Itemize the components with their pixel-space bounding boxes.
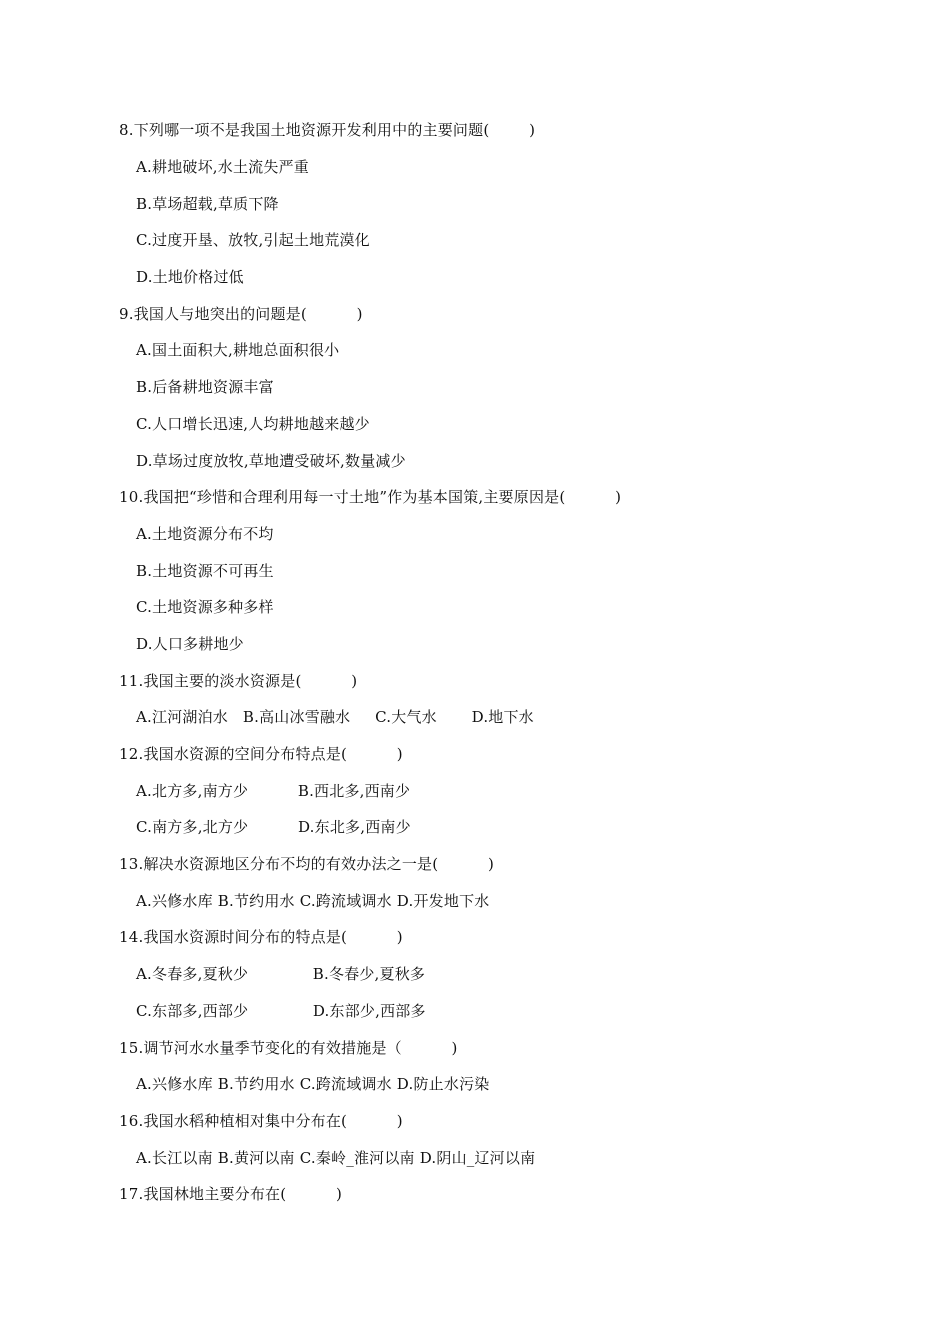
question-8-option-c: C.过度开垦、放牧,引起土地荒漠化: [136, 231, 370, 249]
question-12-options-ab: A.北方多,南方少 B.西北多,西南少: [136, 782, 411, 800]
question-15-stem: 15.调节河水水量季节变化的有效措施是（ ): [119, 1039, 458, 1057]
question-12-options-cd: C.南方多,北方少 D.东北多,西南少: [136, 818, 411, 836]
question-13-stem: 13.解决水资源地区分布不均的有效办法之一是( ): [119, 855, 495, 873]
question-16-stem: 16.我国水稻种植相对集中分布在( ): [119, 1112, 403, 1130]
question-10-option-d: D.人口多耕地少: [136, 635, 244, 653]
question-14-options-cd: C.东部多,西部少 D.东部少,西部多: [136, 1002, 426, 1020]
question-17-stem: 17.我国林地主要分布在( ): [119, 1185, 343, 1203]
question-11-stem: 11.我国主要的淡水资源是( ): [119, 672, 358, 690]
question-9-option-d: D.草场过度放牧,草地遭受破坏,数量减少: [136, 452, 406, 470]
question-10-option-c: C.土地资源多种多样: [136, 598, 274, 616]
question-9-option-a: A.国土面积大,耕地总面积很小: [136, 341, 340, 359]
question-10-option-a: A.土地资源分布不均: [136, 525, 274, 543]
question-9-stem: 9.我国人与地突出的问题是( ): [119, 305, 363, 323]
question-12-stem: 12.我国水资源的空间分布特点是( ): [119, 745, 403, 763]
question-9-option-c: C.人口增长迅速,人均耕地越来越少: [136, 415, 370, 433]
question-11-options: A.江河湖泊水 B.高山冰雪融水 C.大气水 D.地下水: [136, 708, 534, 726]
question-10-stem: 10.我国把“珍惜和合理利用每一寸土地”作为基本国策,主要原因是( ): [119, 488, 622, 506]
question-8-option-a: A.耕地破坏,水土流失严重: [136, 158, 309, 176]
question-14-options-ab: A.冬春多,夏秋少 B.冬春少,夏秋多: [136, 965, 426, 983]
question-8-option-d: D.土地价格过低: [136, 268, 244, 286]
question-16-options: A.长江以南 B.黄河以南 C.秦岭_淮河以南 D.阴山_辽河以南: [136, 1149, 536, 1167]
question-14-stem: 14.我国水资源时间分布的特点是( ): [119, 928, 403, 946]
question-13-options: A.兴修水库 B.节约用水 C.跨流域调水 D.开发地下水: [136, 892, 490, 910]
question-10-option-b: B.土地资源不可再生: [136, 562, 274, 580]
question-15-options: A.兴修水库 B.节约用水 C.跨流域调水 D.防止水污染: [136, 1075, 490, 1093]
question-8-stem: 8.下列哪一项不是我国土地资源开发利用中的主要问题( ): [119, 121, 536, 139]
question-8-option-b: B.草场超载,草质下降: [136, 195, 279, 213]
question-9-option-b: B.后备耕地资源丰富: [136, 378, 274, 396]
